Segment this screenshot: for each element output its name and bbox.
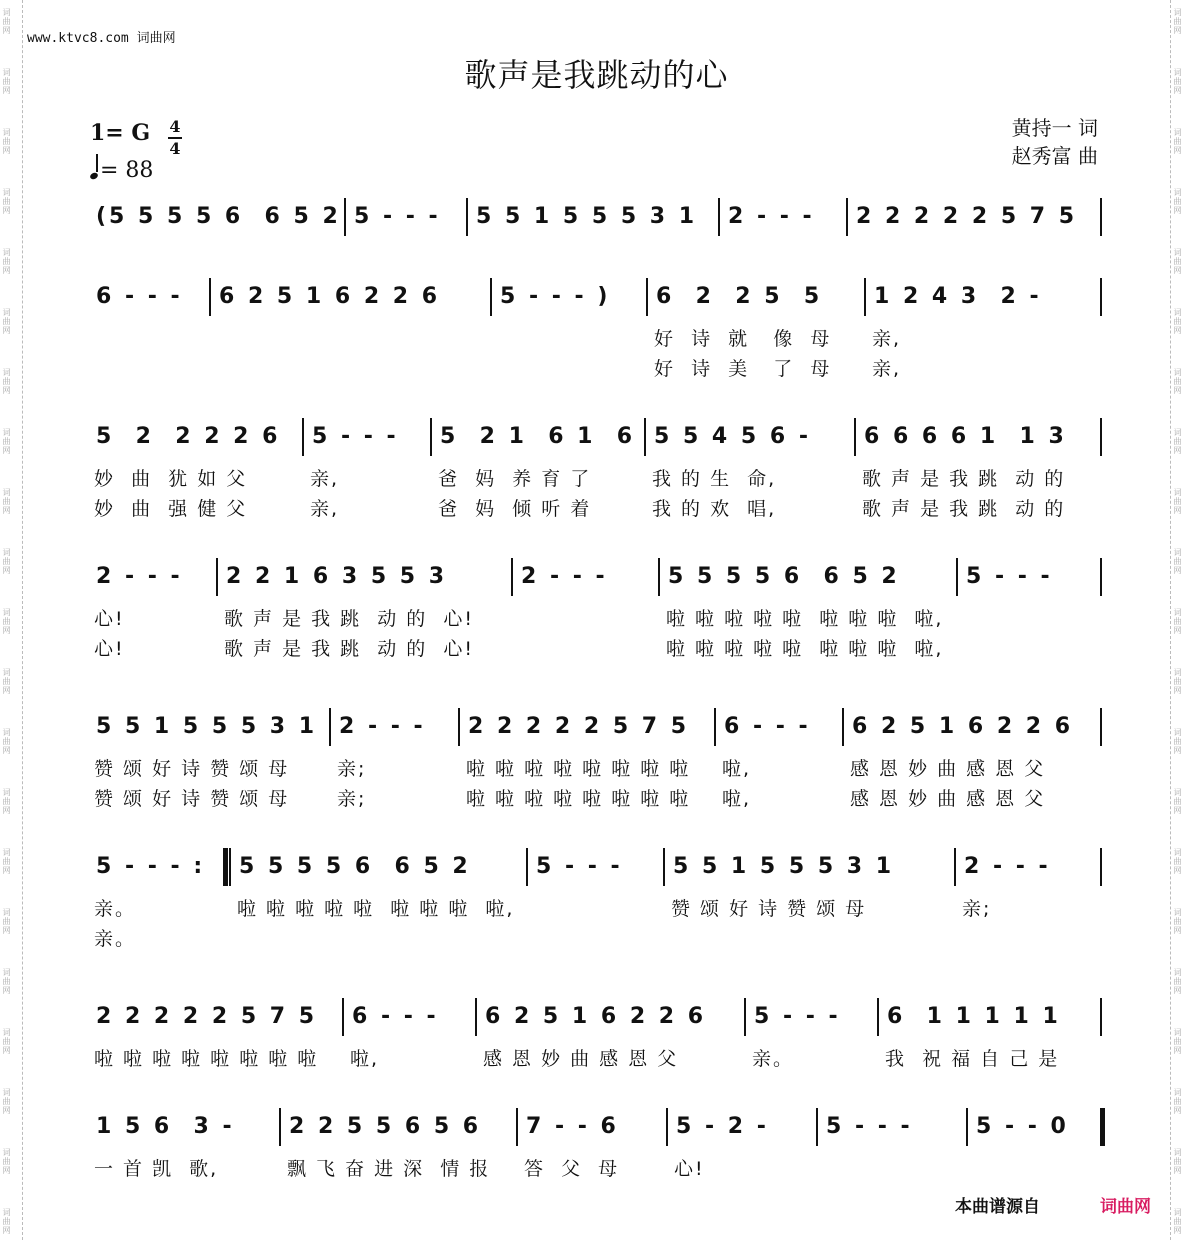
watermark-text: 词曲网 <box>2 368 11 395</box>
bar-line <box>714 708 716 746</box>
source-label: 本曲谱源自 <box>955 1197 1040 1217</box>
measure: 2 2 5 5 6 5 6 <box>289 1114 482 1139</box>
lyric-segment: 感 恩 妙 曲 感 恩 父 <box>483 1048 679 1070</box>
measure: 5 2 1 6 1 6 <box>440 424 636 449</box>
lyric-segment: 好 诗 美 了 母 <box>654 358 832 380</box>
time-top: 4 <box>169 117 181 136</box>
watermark-text: 词曲网 <box>2 1148 11 1175</box>
watermark-text: 词曲网 <box>1173 188 1182 215</box>
lyric-segment: 飘 飞 奋 进 深 情 报 <box>287 1158 491 1180</box>
measure: (5 5 5 5 6 6 5 2 <box>96 204 341 229</box>
bar-line <box>475 998 477 1036</box>
measure: 5 - - - <box>826 1114 913 1139</box>
watermark-text: 词曲网 <box>2 548 11 575</box>
measure: 2 - - - <box>964 854 1051 879</box>
measure: 6 1 1 1 1 1 <box>887 1004 1061 1029</box>
lyric-segment: 赞 颂 好 诗 赞 颂 母 <box>671 898 867 920</box>
measure: 2 2 2 2 2 5 7 5 <box>96 1004 318 1029</box>
bar-line <box>516 1108 518 1146</box>
notation-row <box>90 1106 1102 1150</box>
bar-line <box>846 198 848 236</box>
watermark-text: 词曲网 <box>2 428 11 455</box>
watermark-text: 词曲网 <box>2 728 11 755</box>
lyric-segment: 亲。 <box>752 1048 795 1070</box>
lyric-line <box>90 320 1102 350</box>
watermark-text: 词曲网 <box>2 308 11 335</box>
lyric-segment: 亲; <box>337 758 367 780</box>
watermark-text: 词曲网 <box>1173 368 1182 395</box>
lyric-segment: 啦 啦 啦 啦 啦 啦 啦 啦 <box>466 758 691 780</box>
lyric-segment: 我 的 欢 唱, <box>652 498 777 520</box>
bar-line <box>1100 1108 1105 1146</box>
bar-line <box>644 418 646 456</box>
measure: 6 2 5 1 6 2 2 6 <box>852 714 1074 739</box>
notation-row <box>90 706 1102 750</box>
lyric-line <box>90 490 1102 520</box>
lyric-segment: 赞 颂 好 诗 赞 颂 母 <box>94 758 290 780</box>
measure: 6 6 6 6 1 1 3 <box>864 424 1067 449</box>
measure: 6 2 2 5 5 <box>656 284 823 309</box>
measure: 6 - - - <box>96 284 183 309</box>
bar-line <box>966 1108 968 1146</box>
watermark-text: 词曲网 <box>1173 128 1182 155</box>
lyric-segment: 啦 啦 啦 啦 啦 啦 啦 啦 啦, <box>666 608 944 630</box>
watermark-text: 词曲网 <box>2 968 11 995</box>
composer-credit: 赵秀富 曲 <box>1011 144 1098 168</box>
watermark-text: 词曲网 <box>2 848 11 875</box>
lyric-segment: 啦 啦 啦 啦 啦 啦 啦 啦 啦, <box>666 638 944 660</box>
watermark-text: 词曲网 <box>1173 8 1182 35</box>
notation-row <box>90 276 1102 320</box>
measure: 5 5 4 5 6 - <box>654 424 811 449</box>
bar-line <box>1100 198 1102 236</box>
lyric-segment: 我 的 生 命, <box>652 468 777 490</box>
lyric-segment: 爸 妈 倾 听 着 <box>438 498 592 520</box>
time-bottom: 4 <box>169 139 181 158</box>
measure: 5 - - - <box>312 424 399 449</box>
watermark-text: 词曲网 <box>2 188 11 215</box>
lyric-segment: 亲, <box>872 328 902 350</box>
lyric-segment: 我 祝 福 自 己 是 <box>885 1048 1060 1070</box>
measure: 5 - - - <box>754 1004 841 1029</box>
bar-line <box>209 278 211 316</box>
watermark-text: 词曲网 <box>1173 1148 1182 1175</box>
bar-line <box>954 848 956 886</box>
notation-row <box>90 416 1102 460</box>
lyricist-credit: 黄持一 词 <box>1011 116 1098 140</box>
bar-line <box>342 998 344 1036</box>
lyric-segment: 妙 曲 犹 如 父 <box>94 468 248 490</box>
bar-line <box>956 558 958 596</box>
watermark-text: 词曲网 <box>2 908 11 935</box>
lyric-line <box>90 630 1102 660</box>
score-system <box>90 1106 1102 1180</box>
bar-line <box>526 848 528 886</box>
lyric-segment: 好 诗 就 像 母 <box>654 328 832 350</box>
watermark-text: 词曲网 <box>2 1208 11 1235</box>
watermark-text: 词曲网 <box>1173 668 1182 695</box>
lyric-line <box>90 350 1102 380</box>
lyric-segment: 亲。 <box>94 928 137 950</box>
lyric-segment: 妙 曲 强 健 父 <box>94 498 248 520</box>
watermark-text: 词曲网 <box>2 68 11 95</box>
lyric-segment: 亲, <box>872 358 902 380</box>
watermark-text: 词曲网 <box>1173 1028 1182 1055</box>
tempo-value: = 88 <box>100 158 154 183</box>
bar-line <box>1100 708 1102 746</box>
bar-line <box>854 418 856 456</box>
watermark-text: 词曲网 <box>1173 848 1182 875</box>
measure: 6 2 5 1 6 2 2 6 <box>219 284 441 309</box>
watermark-text: 词曲网 <box>1173 968 1182 995</box>
watermark-text: 词曲网 <box>2 488 11 515</box>
bar-line <box>1100 418 1102 456</box>
bar-line <box>490 278 492 316</box>
measure: 5 5 1 5 5 5 3 1 <box>96 714 318 739</box>
bar-line <box>816 1108 818 1146</box>
bar-line <box>229 848 231 886</box>
watermark-text: 词曲网 <box>1173 608 1182 635</box>
lyric-segment: 一 首 凯 歌, <box>94 1158 219 1180</box>
measure: 5 - 2 - <box>676 1114 769 1139</box>
lyric-line <box>90 600 1102 630</box>
measure: 6 - - - <box>724 714 811 739</box>
measure: 2 - - - <box>728 204 815 229</box>
measure: 2 2 2 2 2 5 7 5 <box>856 204 1078 229</box>
measure: 5 - - - <box>536 854 623 879</box>
measure: 5 - - 0 <box>976 1114 1069 1139</box>
lyric-segment: 歌 声 是 我 跳 动 的 心! <box>224 608 474 630</box>
measure: 2 - - - <box>339 714 426 739</box>
watermark-text: 词曲网 <box>1173 728 1182 755</box>
bar-line <box>302 418 304 456</box>
watermark-text: 词曲网 <box>2 248 11 275</box>
lyric-segment: 赞 颂 好 诗 赞 颂 母 <box>94 788 290 810</box>
bar-line <box>663 848 665 886</box>
site-url: www.ktvc8.com 词曲网 <box>27 31 176 46</box>
measure: 5 5 1 5 5 5 3 1 <box>673 854 895 879</box>
tempo-marking <box>90 158 153 183</box>
watermark-text: 词曲网 <box>1173 68 1182 95</box>
lyric-segment: 亲, <box>310 498 340 520</box>
watermark-text: 词曲网 <box>1173 1088 1182 1115</box>
lyric-segment: 歌 声 是 我 跳 动 的 <box>862 468 1066 490</box>
song-title: 歌声是我跳动的心 <box>464 56 729 94</box>
watermark-text: 词曲网 <box>1173 488 1182 515</box>
lyric-segment: 歌 声 是 我 跳 动 的 心! <box>224 638 474 660</box>
lyric-segment: 爸 妈 养 育 了 <box>438 468 592 490</box>
lyric-segment: 啦 啦 啦 啦 啦 啦 啦 啦 啦, <box>237 898 515 920</box>
watermark-text: 词曲网 <box>2 608 11 635</box>
measure: 1 5 6 3 - <box>96 1114 235 1139</box>
measure: 5 - - - <box>966 564 1053 589</box>
watermark-text: 词曲网 <box>1173 548 1182 575</box>
watermark-text: 词曲网 <box>2 1088 11 1115</box>
notation-row <box>90 196 1102 240</box>
watermark-text: 词曲网 <box>2 128 11 155</box>
lyric-segment: 亲; <box>337 788 367 810</box>
score-system <box>90 996 1102 1070</box>
score-system <box>90 706 1102 810</box>
lyric-segment: 啦, <box>722 758 752 780</box>
watermark-text: 词曲网 <box>1173 428 1182 455</box>
lyric-segment: 心! <box>94 608 125 630</box>
watermark-text: 词曲网 <box>2 1028 11 1055</box>
time-signature <box>168 118 182 158</box>
measure: 5 - - - : <box>96 854 206 879</box>
score-system <box>90 416 1102 520</box>
lyric-segment: 亲; <box>962 898 992 920</box>
lyric-segment: 啦 啦 啦 啦 啦 啦 啦 啦 <box>94 1048 319 1070</box>
measure: 2 2 1 6 3 5 5 3 <box>226 564 448 589</box>
measure: 6 - - - <box>352 1004 439 1029</box>
measure: 7 - - 6 <box>526 1114 619 1139</box>
lyric-segment: 亲, <box>310 468 340 490</box>
bar-line <box>1100 558 1102 596</box>
notation-row <box>90 556 1102 600</box>
lyric-line <box>90 1040 1102 1070</box>
measure: 6 2 5 1 6 2 2 6 <box>485 1004 707 1029</box>
notation-row <box>90 846 1102 890</box>
lyric-line <box>90 920 1102 950</box>
bar-line <box>718 198 720 236</box>
bar-line <box>1100 278 1102 316</box>
lyric-segment: 啦, <box>350 1048 380 1070</box>
bar-line <box>329 708 331 746</box>
bar-line <box>666 1108 668 1146</box>
measure: 5 5 5 5 6 6 5 2 <box>239 854 471 879</box>
bar-line <box>1100 848 1102 886</box>
bar-line <box>458 708 460 746</box>
watermark-text: 词曲网 <box>1173 308 1182 335</box>
notation-row <box>90 996 1102 1040</box>
key-signature: 1= G <box>90 120 151 146</box>
watermark-text: 词曲网 <box>2 8 11 35</box>
score-system <box>90 846 1102 950</box>
measure: 5 5 5 5 6 6 5 2 <box>668 564 900 589</box>
measure: 1 2 4 3 2 - <box>874 284 1042 309</box>
watermark-text: 词曲网 <box>1173 908 1182 935</box>
watermark-text: 词曲网 <box>1173 788 1182 815</box>
lyric-line <box>90 460 1102 490</box>
measure: 5 5 1 5 5 5 3 1 <box>476 204 698 229</box>
left-watermark-strip <box>0 0 23 1240</box>
lyric-segment: 心! <box>674 1158 705 1180</box>
watermark-text: 词曲网 <box>1173 1208 1182 1235</box>
watermark-text: 词曲网 <box>2 788 11 815</box>
source-name: 词曲网 <box>1100 1197 1151 1217</box>
bar-line <box>1100 998 1102 1036</box>
watermark-text: 词曲网 <box>1173 248 1182 275</box>
bar-line <box>744 998 746 1036</box>
measure: 5 2 2 2 2 6 <box>96 424 281 449</box>
bar-line <box>344 198 346 236</box>
note-stem <box>96 154 98 172</box>
score-system <box>90 276 1102 380</box>
bar-line <box>466 198 468 236</box>
bar-line <box>216 558 218 596</box>
lyric-segment: 亲。 <box>94 898 137 920</box>
lyric-segment: 答 父 母 <box>524 1158 620 1180</box>
measure: 2 2 2 2 2 5 7 5 <box>468 714 690 739</box>
measure: 5 - - - ) <box>500 284 611 309</box>
lyric-line <box>90 1150 1102 1180</box>
lyric-line <box>90 750 1102 780</box>
score-system <box>90 196 1102 240</box>
right-watermark-strip <box>1170 0 1193 1240</box>
bar-line <box>511 558 513 596</box>
lyric-segment: 感 恩 妙 曲 感 恩 父 <box>850 788 1046 810</box>
bar-line <box>279 1108 281 1146</box>
measure: 2 - - - <box>96 564 183 589</box>
repeat-bar-line <box>223 848 228 886</box>
bar-line <box>646 278 648 316</box>
lyric-segment: 歌 声 是 我 跳 动 的 <box>862 498 1066 520</box>
lyric-segment: 心! <box>94 638 125 660</box>
watermark-text: 词曲网 <box>2 668 11 695</box>
bar-line <box>658 558 660 596</box>
lyric-line <box>90 780 1102 810</box>
lyric-segment: 感 恩 妙 曲 感 恩 父 <box>850 758 1046 780</box>
lyric-segment: 啦 啦 啦 啦 啦 啦 啦 啦 <box>466 788 691 810</box>
lyric-line <box>90 890 1102 920</box>
bar-line <box>842 708 844 746</box>
bar-line <box>864 278 866 316</box>
quarter-note-icon <box>89 172 99 181</box>
measure: 2 - - - <box>521 564 608 589</box>
lyric-segment: 啦, <box>722 788 752 810</box>
score-system <box>90 556 1102 660</box>
bar-line <box>877 998 879 1036</box>
measure: 5 - - - <box>354 204 441 229</box>
bar-line <box>430 418 432 456</box>
